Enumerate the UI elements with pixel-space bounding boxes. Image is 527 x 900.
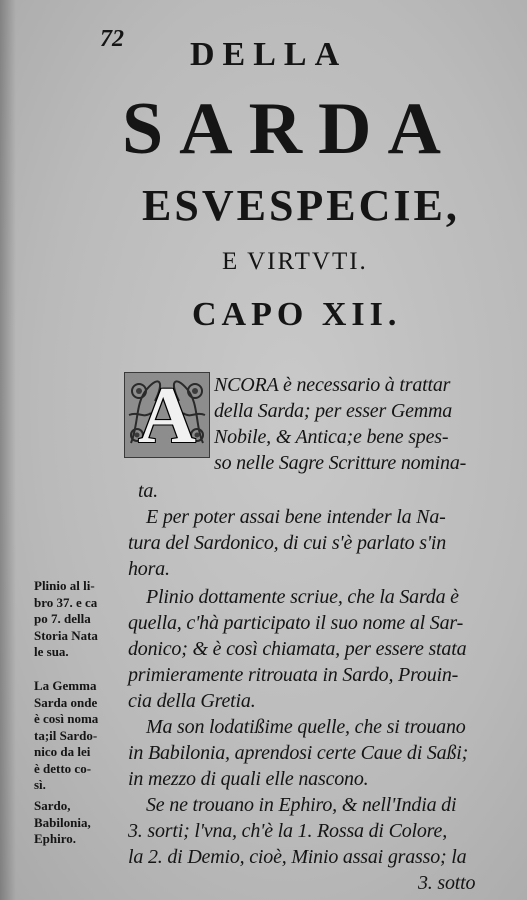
body-line: della Sarda; per esser Gemma xyxy=(214,400,453,422)
body-line: Plinio dottamente scriue, che la Sarda è xyxy=(146,586,459,608)
chapter-title-line-1: DELLA xyxy=(190,36,348,73)
chapter-title-line-2: SARDA xyxy=(122,88,457,170)
margin-note-gemma xyxy=(34,678,98,794)
page-gutter-shadow xyxy=(0,0,16,900)
body-line: quella, c'hà participato il suo nome al Sar- xyxy=(128,612,464,634)
decorated-initial xyxy=(124,372,210,458)
body-line: la 2. di Demio, cioè, Minio assai grasso; la xyxy=(128,846,467,868)
body-line: NCORA è necessario à trattar xyxy=(214,374,451,396)
margin-note-line: Sardo, xyxy=(34,798,71,813)
body-line: Ma son lodatißime quelle, che si trouano xyxy=(146,716,466,738)
page-number: 72 xyxy=(100,26,124,52)
margin-note-line: Sarda onde xyxy=(34,694,98,710)
chapter-heading: CAPO XII. xyxy=(192,296,402,333)
body-line: in mezzo di quali elle nascono. xyxy=(128,768,369,790)
body-line: donico; & è così chiamata, per essere stata xyxy=(128,638,467,660)
margin-note-line: Storia Nata xyxy=(34,627,98,643)
margin-note-line: ta;il Sardo- xyxy=(34,727,98,743)
margin-note-line: sì. xyxy=(34,777,46,792)
chapter-title-line-3: ESVESPECIE, xyxy=(142,181,460,230)
margin-note-line: le sua. xyxy=(34,644,69,659)
body-line: cia della Gretia. xyxy=(128,690,256,712)
margin-note-places xyxy=(34,798,91,848)
margin-note-line: La Gemma xyxy=(34,678,97,693)
body-line: hora. xyxy=(128,558,170,580)
body-line: 3. sotto xyxy=(418,872,476,894)
chapter-title-line-4: E VIRTVTI. xyxy=(222,248,368,275)
margin-note-line: po 7. della xyxy=(34,611,91,626)
body-line: in Babilonia, aprendosi certe Caue di Saßi; xyxy=(128,742,469,764)
margin-note-line: Ephiro. xyxy=(34,831,77,846)
margin-note-line: è detto co- xyxy=(34,760,92,776)
margin-note-line: è così noma xyxy=(34,711,99,726)
body-line: primieramente ritrouata in Sardo, Prouin- xyxy=(128,664,459,686)
body-line: Se ne trouano in Ephiro, & nell'India di xyxy=(146,794,457,816)
body-line: so nelle Sagre Scritture nomina- xyxy=(214,452,467,474)
margin-note-line: Plinio al li- xyxy=(34,578,95,593)
body-line: ta. xyxy=(138,480,158,502)
body-line: E per poter assai bene intender la Na- xyxy=(146,506,446,528)
body-line: 3. sorti; l'vna, ch'è la 1. Rossa di Colore, xyxy=(128,820,447,842)
body-line: tura del Sardonico, di cui s'è parlato s'in xyxy=(128,532,447,554)
margin-note-line: Babilonia, xyxy=(34,814,91,830)
margin-note-pliny xyxy=(34,578,98,661)
margin-note-line: bro 37. e ca xyxy=(34,594,98,610)
body-line: Nobile, & Antica;e bene spes- xyxy=(214,426,449,448)
dropcap-letter: A xyxy=(138,372,196,460)
margin-note-line: nico da lei xyxy=(34,744,91,759)
